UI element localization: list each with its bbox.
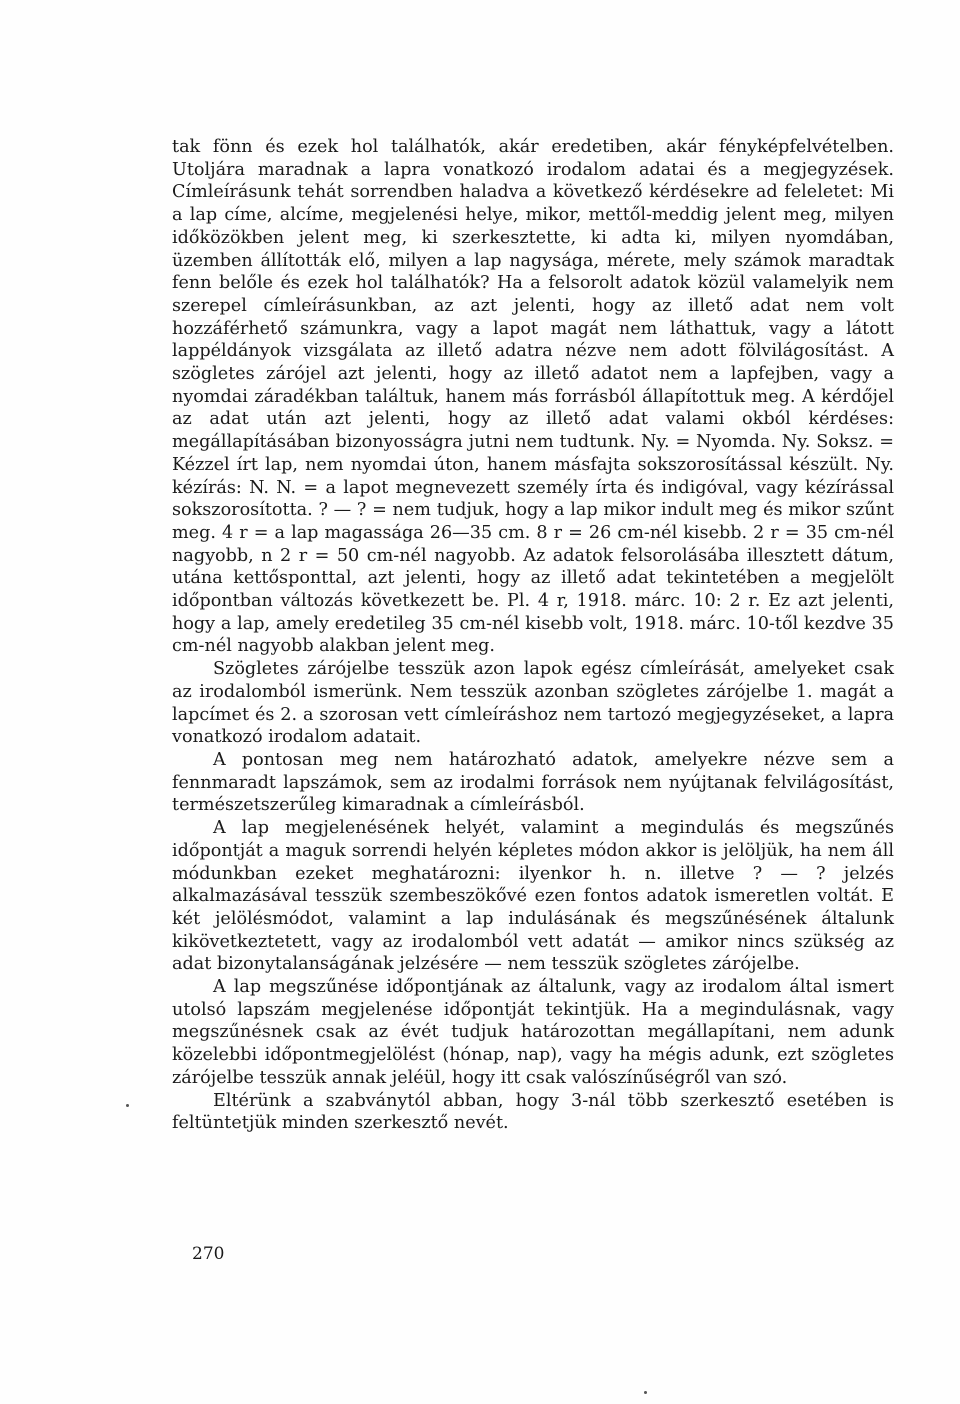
print-speck xyxy=(644,1391,647,1394)
paragraph-4: A lap megjelenésének helyét, valamint a megindulás és megszűnés időpontját a maguk sorrendi helyén képletes módon akkor is jelöljük, ha nem áll módunkban ezeket meghatározni: ilyenkor h. n. illetve ? — ? jelzés alkalmazásával tesszük szembeszökővé ezen fontos adatok ismeretlen voltát. E két jelölésmódot, valamint a lap indulásának és megszűnésének általunk kikövetkeztetett, vagy az irodalomból vett adatát — amikor nincs szükség az adat bizonytalanságának jelzésére — nem tesszük szögletes zárójelbe. xyxy=(172,818,894,975)
paragraph-6: Eltérünk a szabványtól abban, hogy 3-nál több szerkesztő esetében is feltüntetjük minden szerkesztő nevét. xyxy=(172,1090,894,1134)
paragraph-5: A lap megszűnése időpontjának az általunk, vagy az irodalom által ismert utolsó lapszám megjelenése időpontját tekintjük. Ha a megindulásnak, vagy megszűnésnek csak az évét tudjuk határozottan megállapítani, nem adunk közelebbi időpontmegjelölést (hónap, nap), vagy ha mégis adunk, ezt szögletes zárójelbe tesszük annak jeléül, hogy itt csak valószínűségről van szó. xyxy=(172,977,894,1088)
body-text xyxy=(172,136,894,1135)
paragraph-3: A pontosan meg nem határozható adatok, amelyekre nézve sem a fennmaradt lapszámok, sem az irodalmi források nem nyújtanak felvilágosítást, természetszerűleg kimaradnak a címleírásból. xyxy=(172,749,894,816)
paragraph-2: Szögletes zárójelbe tesszük azon lapok egész címleírását, amelyeket csak az irodalomból ismerünk. Nem tesszük azonban szögletes zárójelbe 1. magát a lapcímet és 2. a szorosan vett címleíráshoz nem tartozó megjegyzéseket, a lapra vonatkozó irodalom adatait. xyxy=(172,659,894,748)
page-number: 270 xyxy=(192,1244,225,1264)
paragraph-1: tak fönn és ezek hol találhatók, akár eredetiben, akár fényképfelvételben. Utoljára maradnak a lapra vonatkozó irodalom adatai és a megjegyzések. Címleírásunk tehát sorrendben haladva a következő kérdésekre ad feleletet: Mi a lap címe, alcíme, megjelenési helye, mikor, mettől-meddig jelent meg, milyen időközökben jelent meg, ki szerkesztette, ki adta ki, milyen nyomdában, üzemben állították elő, milyen a lap nagysága, mérete, mely számok maradtak fenn belőle és ezek hol találhatók? Ha a felsorolt adatok közül valamelyik nem szerepel címleírásunkban, az azt jelenti, hogy az illető adat nem volt hozzáférhető számunkra, vagy a lapot magát nem láthattuk, vagy a látott lappéldányok vizsgálata az illető adatra nézve nem adott fölvilágosítást. A szögletes zárójel azt jelenti, hogy az illető adatot nem a lapfejben, vagy a nyomdai záradékban találtuk, hanem más forrásból állapítottuk meg. A kérdőjel az adat után azt jelenti, hogy az illető adat valami okból kérdéses: megállapításában bizonyosságra jutni nem tudtunk. Ny. = Nyomda. Ny. Soksz. = Kézzel írt lap, nem nyomdai úton, hanem másfajta sokszorosítással készült. Ny. kézírás: N. N. = a lapot megnevezett személy írta és indigóval, vagy kézírással sokszorosította. ? — ? = nem tudjuk, hogy a lap mikor indult meg és mikor szűnt meg. 4 r = a lap magassága 26—35 cm. 8 r = 26 cm-nél kisebb. 2 r = 35 cm-nél nagyobb, n 2 r = 50 cm-nél nagyobb. Az adatok felsorolásába illesztett dátum, utána kettősponttal, azt jelenti, hogy az illető adat tekintetében a megjelölt időpontban változás következett be. Pl. 4 r, 1918. márc. 10: 2 r. Ez azt jelenti, hogy a lap, amely eredetileg 35 cm-nél kisebb volt, 1918. márc. 10-től kezdve 35 cm-nél nagyobb alakban jelent meg. xyxy=(172,137,894,657)
print-speck xyxy=(126,1104,129,1107)
